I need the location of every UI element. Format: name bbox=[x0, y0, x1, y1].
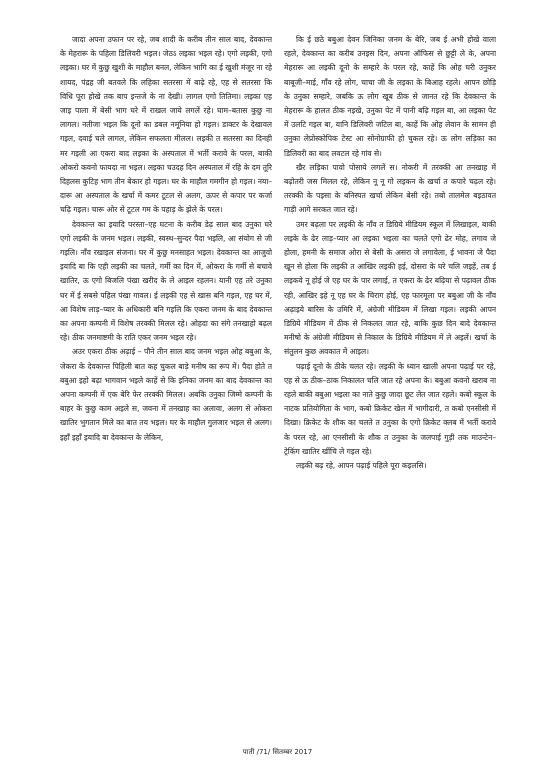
left-paragraph-3: अउर एकरा ठीक अढ़ाई – पौने तीन साल बाद जनम भइल ओह बबुआ के, जेकरा के देवकान्त पिहिली बात कह चुकल बाड़े मनीष का रूप में। पैदा होते त बबुआ इहो बढ़ा भागवान भइले काहें से कि इनिका जनम का बाद देवकान्त का अपना कम्पनी में एक बेरि फेर तरक्की मिलल। अबकि उनुका जिम्मे कम्पनी के बाहर के कुछु काम अइले स, जवना में तनखाह का अलावा, अलग से ओकरा खातिर भुगतान मिले का बात तय भइल। घर के माहौल गुलजार भइल से अलग। इहाँ इहाँ इयादि बा देवकान्त के लेकिन, bbox=[60, 347, 272, 442]
right-paragraph-3: उमर बढ़ला पर लइकी के नाँव त डिग्रिये मीडियम स्कूल में लिखाइल, बाकी लइके के ढेर लाड़–प्यार आ लइका भइला का चलते एगो ढेर मोह, लगाव जे होला, हमनी के समाज ओरा से बेसी के असरा जे लगावेला, ई भावना जे पैदा खून से होला कि लइकी त आखिर लइकी हई, दोसरा के घरे चलि जइहें, तब ई लइकवे नू होई जे एह घर के पार लगाई, त एकरा के ढेर बढ़िया से पढ़ावल ठीक रही, आखिर इहे नू एह घर के चिराग होई, एह फारमूला पर बबुआ जी के नाँव अढ़ाइये बारिस के उमिरि में, अंग्रेजी मीडियम में लिखा गइल। लइकी आपन डिग्रिये मीडियम में ठीक से निकलत जात रहे, बाकि कुछ दिन बादे देवकान्त मनीषो के अंग्रेजी मीडियम से निकाल के डिग्रिये मीडियम में ले अइलें। खर्चा के संतुलन कुछ अवकात में आइल। bbox=[284, 219, 496, 357]
page-footer: पाती /71/ सितम्बर 2017 bbox=[242, 748, 313, 756]
left-text-column bbox=[60, 33, 272, 741]
left-paragraph-1: जादा अपना उफान पर रहे, जब शादी के करीब तीन साल बाद, देवकान्त के मेहरारू के पहिला डिलिवरी भइल। जेठऽ लइका भइल रहे। एगो लइकी, एगो लइका। घर में कुछु खुशी के माहौल बनल, लेकिन भागि का ई खुशी मंजूर ना रहे शायद, पंद्रह जी बतवले कि लहिका सतरसा में बाढ़े रहे, एह से सतरसा कि विधि पूरा होखे तक बाप इन्तजे के ना देखी। लागल एगो तितिमा। लइका एह जाइ पाला में बेसी भाग घरे में राखल जाये लगलें रहे। घाम–बतास कुछु ना लागल। नतीजा भइल कि दूनो का डबल नमूनिया हो गइल। डाक्टर के देखावल गइल, दवाई चले लागल, लेकिन सफलता मीलल। लइकी त सतरसा का दिनही मर गइली आ एकरा बाद लइका के अस्पताल में भर्ती करावे के परल, बाकी ओकरो कवनो फायदा ना भइल। लइका चउदह दिन अस्पताल में रहि के दम तूरि दिहलस कुटिह भाग तीन बेकार हो गइल। घर के माहौल गमगीन हो गइल। नया–दारू आ अस्पताल के खर्चा में कमर टूटल से अलग, ऊपर से कपार पर कर्जा चढ़ि गइल। चारू ओर से टूटल गम के पहाड़ के झेले के परल। bbox=[60, 35, 272, 215]
left-paragraph-2: देवकान्त का इयादि परस्ता–एह घटना के करीब डेढ़ साल बाद उनुका घरे एगो लइकी के जनम भइल। लइकी, स्वस्थ–सुन्दर पैदा भइलि, आ संयोग से जी गइलि। नाँव रखाइल संजना। घर में कुछु मनसाहत भइल। देवकान्त का आजुवो इयादि बा कि एही लइकी का चलते, गर्मी का दिन में, ओकरा के गर्मी से बचावे खातिर, ऊ एगो बिजलि पंखा खरीद के ले आइल रहलन। यानी एह तरे उनुका घर में ई सबसे पहिल पंखा गावल। ई लइकी एह से खास बनि गइल, एह घर में, आ विशेष लाड़–प्यार के अधिकारी बनि गइलि कि एकरा जनम के बाद देवकान्त का अपना कम्पनी में विशेष तरक्की मिलल रहे। ओहदा का संगे तनखाहो बढ़ल रहे। ठीक जनमाष्टमी के राति एकर जनम भइल रहे। bbox=[60, 219, 272, 343]
right-paragraph-4: पढ़ाई दूनो के ठीके चलत रहे। लइकी के ध्यान खाली अपना पढ़ाई पर रहे, एह से ऊ ठीक–ठाक निकालत चलि जात रहे अपना के। बबुआ कवनो खराब ना रहले बाकी बबुआ भइला का नाते कुछु जादा छूट लेत जात रहले। कबो स्कूल के नाटक प्रतियोगिता के भाग, कबो क्रिकेट खेल में भागीदारी, त कबो एनसीसी में दिखा। क्रिकेट के शौक का चलते त उनुका के एगो क्रिकेट क्लब में भर्ती करावे के परल रहे, आ एनसीसी के शौक त उनुका के जलपाई गुड़ी तक माउन्टेन–ट्रेकिंग खातिर खींचि ले गइल रहे। bbox=[284, 361, 496, 456]
right-paragraph-1: कि ई छठे बबुआ देवन जिनिका जनम के बेरि, जब ई अभी होखे वाला रहले, देवकान्त का करीब उनइस दिन, अपना ऑफिस से छुट्टी ले के, अपना मेहरारू आ लइकी दूनो के सम्हारे के परल रहे, काहें कि ओह घरी उनुकर बाबूजी–माई, गाँव रहे लोग, चाचा जी के लइका के बिआह रहले। आपन छोड़ि के उनुका सम्हारे, जबकि ऊ लोग खूब ठीक से जानत रहे कि देवकान्त के मेहरारू के हालत ठीक नइखे, उनुका पेट में पानी बढ़ि गइल बा, आ लइका पेट में उलटि गइल बा, यानि डिलिवरी जटिल बा, काहें कि ओह लेवान के सामन ही उनुका लेप्रोस्कोपिक टेस्ट आ सोनोग्राफी हो चुकल रहे। ऊ लोग लड़िका का डिलिवरी का बाद लवटल रहे गांव से। bbox=[284, 35, 496, 158]
right-paragraph-2: खैर लड़िका पावो पोसाये लगलें स। नोकरी में तरक्की आ तनखाह में बढ़ोतरी जस मिलल रहे, लेकिन नू नू गो लइकन के खर्चा त कपारे चढ़ल रहे। तरक्की के पइसा के बनिस्पत खर्चा लेकिन बेसी रहे। तबो तालमेल बइठावत गाड़ी आगे सरकत जात रहे। bbox=[284, 162, 496, 215]
right-text-column bbox=[284, 33, 496, 741]
right-paragraph-5: लइकी बढ़ रहे, आपन पढ़ाई पहिले पूरा कइलसि। bbox=[296, 461, 427, 471]
